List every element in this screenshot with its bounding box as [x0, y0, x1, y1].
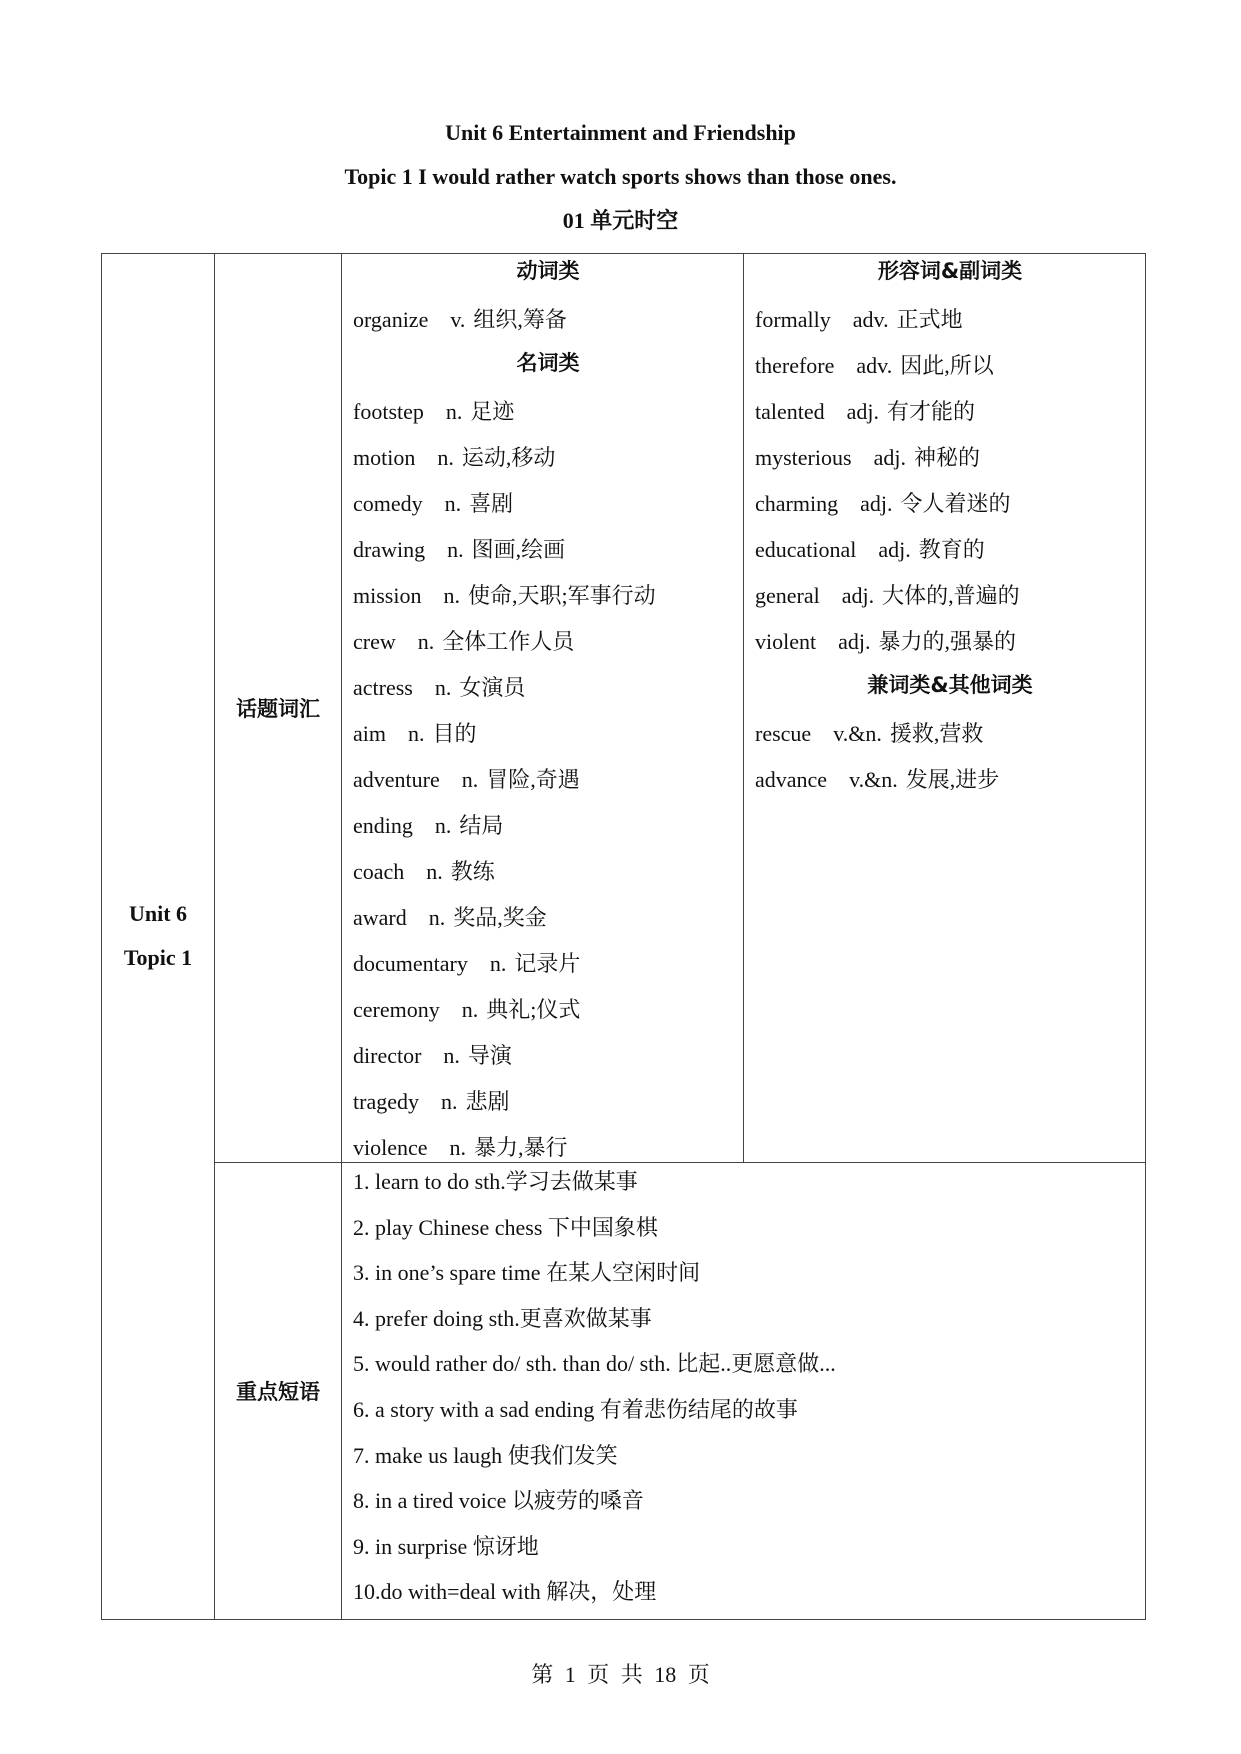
- vocab-word: footstep: [353, 399, 424, 424]
- phrase-item: 1. learn to do sth.学习去做某事: [353, 1169, 638, 1194]
- vocab-meaning: 结局: [459, 813, 504, 838]
- unit-label: Unit 6: [128, 901, 188, 927]
- vocab-meaning: 暴力,暴行: [474, 1135, 568, 1160]
- unit-title: Unit 6 Entertainment and Friendship: [445, 120, 796, 145]
- vocab-word: actress: [353, 675, 413, 700]
- vocab-entry: [353, 300, 743, 346]
- section-title: 01 单元时空: [562, 208, 679, 233]
- vocab-group-heading: 兼词类&其他词类: [867, 673, 1033, 697]
- phrase-item: 3. in one’s spare time 在某人空闲时间: [353, 1260, 701, 1286]
- vocab-word: organize: [353, 307, 429, 332]
- vocab-word: drawing: [353, 537, 426, 562]
- vocab-group-heading: 动词类: [516, 259, 580, 283]
- vocab-word: coach: [353, 859, 405, 884]
- vocab-part-of-speech: n.: [461, 767, 479, 792]
- vocab-word: general: [755, 583, 820, 608]
- vocab-meaning: 发展,进步: [905, 767, 1000, 792]
- vocab-part-of-speech: n.: [489, 951, 507, 976]
- vocab-meaning: 悲剧: [465, 1089, 510, 1114]
- vocab-category-cell: [215, 254, 342, 1163]
- vocab-part-of-speech: v.&n.: [833, 721, 882, 746]
- vocab-entry: [353, 438, 743, 484]
- vocab-word: therefore: [755, 353, 835, 378]
- vocab-entry: [353, 576, 743, 622]
- vocab-entry: [353, 1036, 743, 1082]
- vocab-word: ending: [353, 813, 413, 838]
- vocab-part-of-speech: n.: [443, 1043, 460, 1068]
- phrase-item: 7. make us laugh 使我们发笑: [353, 1442, 618, 1468]
- phrase-category-cell: [215, 1163, 342, 1620]
- unit-topic-cell: [102, 254, 215, 1620]
- vocab-group-heading: 形容词&副词类: [877, 259, 1023, 283]
- vocab-word: violence: [353, 1135, 428, 1160]
- vocab-part-of-speech: adj.: [878, 537, 911, 562]
- phrase-content-cell: [342, 1163, 1146, 1620]
- vocab-word: formally: [755, 307, 831, 332]
- vocab-group-heading: 名词类: [516, 351, 580, 375]
- vocab-entry: [755, 300, 1145, 346]
- vocab-part-of-speech: n.: [445, 399, 463, 424]
- vocab-meaning: 使命,天职;军事行动: [467, 583, 656, 608]
- vocab-meaning: 大体的,普遍的: [882, 583, 1020, 608]
- phrase-item: 10.do with=deal with 解决，处理: [353, 1579, 657, 1605]
- vocab-entry: [353, 622, 743, 668]
- vocab-part-of-speech: n.: [417, 629, 435, 654]
- topic-title: Topic 1 I would rather watch sports shows than those ones.: [344, 164, 897, 189]
- vocab-column-left: [342, 254, 744, 1162]
- vocab-word: advance: [755, 767, 828, 792]
- vocab-meaning: 冒险,奇遇: [486, 767, 580, 792]
- vocab-meaning: 足迹: [470, 399, 515, 424]
- vocab-meaning: 运动,移动: [461, 445, 556, 470]
- vocab-part-of-speech: n.: [449, 1135, 467, 1160]
- vocab-part-of-speech: n.: [434, 675, 452, 700]
- vocab-meaning: 导演: [467, 1043, 512, 1068]
- vocab-word: award: [353, 905, 407, 930]
- vocab-column-right: [744, 254, 1145, 1162]
- vocab-entry: [755, 346, 1145, 392]
- vocab-word: mysterious: [755, 445, 852, 470]
- vocab-entry: [755, 530, 1145, 576]
- vocab-entry: [755, 714, 1145, 760]
- vocab-meaning: 女演员: [459, 675, 526, 700]
- vocab-word: motion: [353, 445, 416, 470]
- vocab-entry: [755, 760, 1145, 806]
- vocab-entry: [353, 714, 743, 760]
- vocab-meaning: 令人着迷的: [900, 491, 1011, 516]
- vocab-word: aim: [353, 721, 386, 746]
- vocab-entry: [755, 438, 1145, 484]
- vocab-word: talented: [755, 399, 825, 424]
- vocab-entry: [353, 392, 743, 438]
- vocab-meaning: 全体工作人员: [442, 629, 575, 654]
- vocab-part-of-speech: adj.: [838, 629, 871, 654]
- vocab-entry: [353, 944, 743, 990]
- vocab-word: tragedy: [353, 1089, 419, 1114]
- vocab-word: director: [353, 1043, 422, 1068]
- vocab-word: documentary: [353, 951, 468, 976]
- vocab-entry: [353, 898, 743, 944]
- vocab-meaning: 正式地: [896, 307, 963, 332]
- phrase-item: 6. a story with a sad ending 有着悲伤结尾的故事: [353, 1396, 798, 1422]
- vocab-meaning: 图画,绘画: [471, 537, 566, 562]
- vocab-part-of-speech: n.: [440, 1089, 458, 1114]
- page-footer: 第 1 页 共 18 页: [531, 1662, 710, 1687]
- vocab-part-of-speech: adv.: [856, 353, 893, 378]
- vocab-part-of-speech: adv.: [852, 307, 889, 332]
- vocab-part-of-speech: n.: [447, 537, 464, 562]
- vocab-entry: [353, 530, 743, 576]
- vocab-part-of-speech: n.: [426, 859, 443, 884]
- vocab-word: adventure: [353, 767, 440, 792]
- vocab-part-of-speech: n.: [408, 721, 425, 746]
- topic-label: Topic 1: [123, 945, 193, 971]
- phrase-category-label: 重点短语: [236, 1379, 320, 1404]
- vocab-part-of-speech: n.: [428, 905, 446, 930]
- phrase-item: 8. in a tired voice 以疲劳的嗓音: [353, 1488, 644, 1514]
- vocab-part-of-speech: n.: [461, 997, 479, 1022]
- vocab-content-cell: [342, 254, 1146, 1163]
- vocab-entry: [353, 760, 743, 806]
- vocab-part-of-speech: n.: [444, 491, 462, 516]
- phrase-item: 9. in surprise 惊讶地: [353, 1533, 539, 1559]
- phrase-item: 5. would rather do/ sth. than do/ sth. 比起..更愿意做...: [353, 1351, 836, 1377]
- vocab-meaning: 喜剧: [469, 491, 514, 516]
- vocab-meaning: 有才能的: [887, 399, 976, 424]
- vocab-meaning: 因此,所以: [900, 353, 994, 378]
- vocab-part-of-speech: adj.: [860, 491, 893, 516]
- vocab-word: violent: [755, 629, 817, 654]
- vocab-entry: [353, 852, 743, 898]
- vocab-meaning: 神秘的: [913, 445, 980, 470]
- vocab-part-of-speech: adj.: [873, 445, 906, 470]
- vocab-meaning: 记录片: [514, 951, 581, 976]
- vocab-word: crew: [353, 629, 396, 654]
- vocab-part-of-speech: adj.: [841, 583, 875, 608]
- vocab-meaning: 援救,营救: [889, 721, 984, 746]
- vocab-meaning: 组织,筹备: [473, 307, 567, 332]
- vocab-word: ceremony: [353, 997, 440, 1022]
- vocab-meaning: 目的: [432, 721, 477, 746]
- phrase-item: 4. prefer doing sth.更喜欢做某事: [353, 1305, 652, 1331]
- vocabulary-table: [101, 253, 1146, 1620]
- vocab-entry: [755, 392, 1145, 438]
- vocab-part-of-speech: v.&n.: [849, 767, 898, 792]
- vocab-meaning: 教育的: [918, 537, 985, 562]
- vocab-meaning: 典礼;仪式: [486, 997, 581, 1022]
- vocab-entry: [353, 806, 743, 852]
- vocab-part-of-speech: n.: [434, 813, 452, 838]
- phrase-item: 2. play Chinese chess 下中国象棋: [353, 1214, 658, 1240]
- vocab-entry: [353, 1082, 743, 1128]
- vocab-entry: [755, 484, 1145, 530]
- vocab-entry: [755, 622, 1145, 668]
- vocab-word: mission: [353, 583, 422, 608]
- vocab-word: rescue: [755, 721, 812, 746]
- vocab-category-label: 话题词汇: [236, 697, 320, 721]
- vocab-entry: [353, 484, 743, 530]
- vocab-meaning: 奖品,奖金: [453, 905, 547, 930]
- vocab-meaning: 暴力的,强暴的: [878, 629, 1017, 654]
- vocab-part-of-speech: n.: [437, 445, 454, 470]
- vocab-meaning: 教练: [450, 859, 495, 884]
- vocab-entry: [755, 576, 1145, 622]
- vocab-part-of-speech: v.: [450, 307, 466, 332]
- vocab-part-of-speech: adj.: [846, 399, 880, 424]
- vocab-entry: [353, 990, 743, 1036]
- vocab-entry: [353, 668, 743, 714]
- vocab-part-of-speech: n.: [443, 583, 460, 608]
- vocab-word: charming: [755, 491, 839, 516]
- vocab-word: comedy: [353, 491, 423, 516]
- vocab-word: educational: [755, 537, 857, 562]
